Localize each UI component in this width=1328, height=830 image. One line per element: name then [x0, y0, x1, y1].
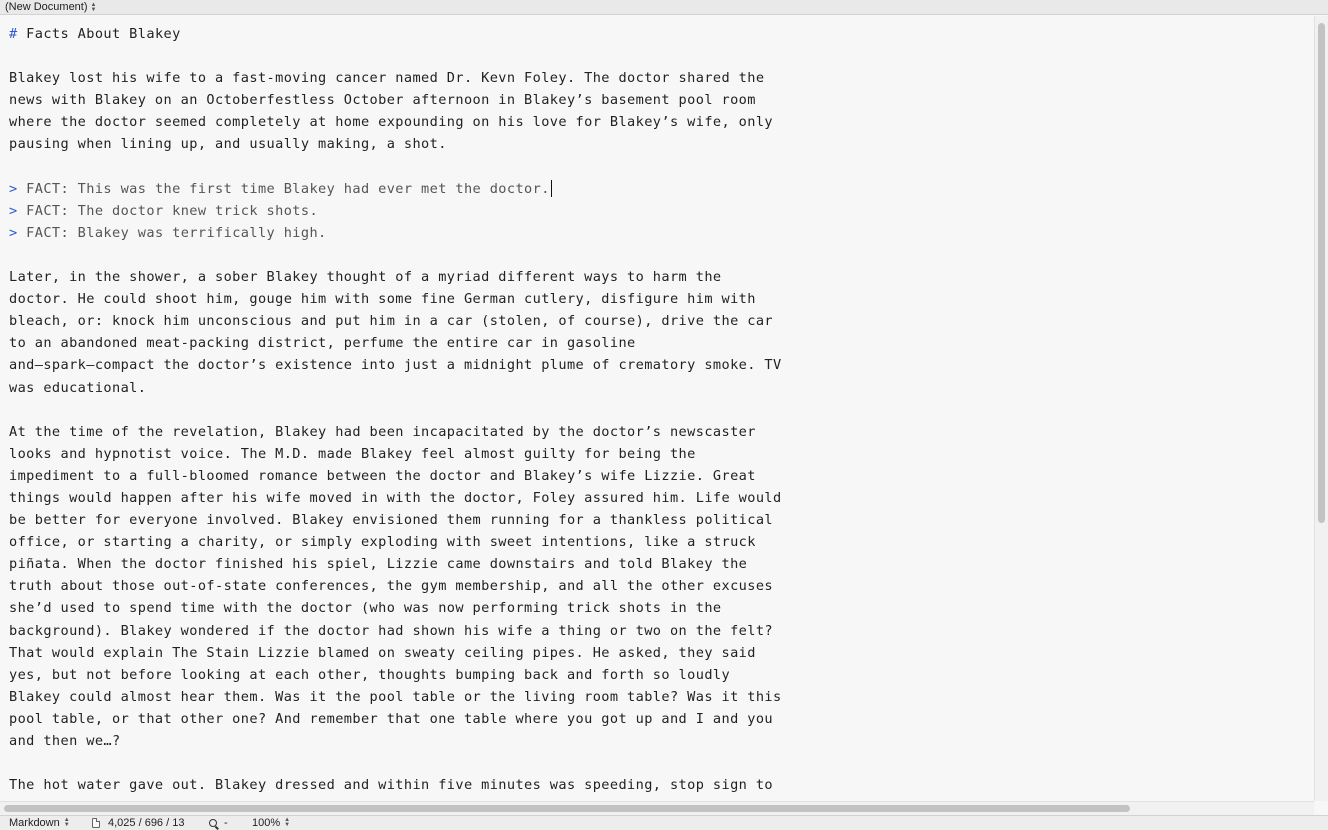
- text-line: [9, 774, 782, 796]
- syntax-mode-label: Markdown: [9, 817, 60, 829]
- blank-line: [9, 45, 782, 67]
- search-value: -: [224, 817, 228, 829]
- text-line: [9, 354, 782, 376]
- text-line: [9, 111, 782, 133]
- text-line: [9, 310, 782, 332]
- text-line: [9, 89, 782, 111]
- line-text: where the doctor seemed completely at home expounding on his love for Blakey’s wife, only: [9, 114, 773, 131]
- text-line: [9, 730, 782, 752]
- text-line: [9, 642, 782, 664]
- line-text: be better for everyone involved. Blakey envisioned them running for a thankless political: [9, 512, 773, 529]
- status-bar: [0, 815, 1328, 830]
- blockquote-marker: >: [9, 224, 18, 241]
- zoom-selector[interactable]: [252, 816, 290, 830]
- line-text: piñata. When the doctor finished his spiel, Lizzie came downstairs and told Blakey the: [9, 556, 748, 573]
- text-editor[interactable]: [0, 16, 1314, 801]
- up-down-chevron-icon: ▲ ▼: [284, 817, 291, 828]
- line-text: Blakey lost his wife to a fast-moving cancer named Dr. Kevn Foley. The doctor shared the: [9, 70, 765, 87]
- text-line: [9, 67, 782, 89]
- line-text: to an abandoned meat-packing district, perfume the entire car in gasoline: [9, 335, 636, 352]
- text-line: [9, 266, 782, 288]
- blockquote-line: [9, 222, 782, 244]
- line-text: news with Blakey on an Octoberfestless October afternoon in Blakey’s basement pool room: [9, 92, 756, 109]
- text-line: [9, 465, 782, 487]
- line-text: The hot water gave out. Blakey dressed and within five minutes was speeding, stop sign to: [9, 777, 773, 794]
- text-line: [9, 686, 782, 708]
- text-line: [9, 288, 782, 310]
- line-text: looks and hypnotist voice. The M.D. made Blakey feel almost guilty for being the: [9, 445, 696, 462]
- text-line: [9, 443, 782, 465]
- line-text: office, or starting a charity, or simply exploding with sweet intentions, like a struck: [9, 534, 756, 551]
- line-text: Blakey could almost hear them. Was it the pool table or the living room table? Was it this: [9, 688, 782, 705]
- line-text: pool table, or that other one? And remember that one table where you got up and I and you: [9, 710, 773, 727]
- line-text: and then we…?: [9, 733, 121, 749]
- text-line: [9, 377, 782, 399]
- blockquote-marker: >: [9, 202, 18, 219]
- line-text: FACT: The doctor knew trick shots.: [17, 202, 319, 219]
- up-down-chevron-icon: ▲ ▼: [63, 817, 70, 828]
- text-line: [9, 332, 782, 354]
- horizontal-scrollbar[interactable]: [0, 801, 1314, 815]
- counts-label: 4,025 / 696 / 13: [108, 817, 185, 829]
- text-line: [9, 421, 782, 443]
- line-text: Later, in the shower, a sober Blakey thought of a myriad different ways to harm the: [9, 269, 722, 286]
- line-text: doctor. He could shoot him, gouge him with some fine German cutlery, disfigure him with: [9, 291, 756, 308]
- line-text: yes, but not before looking at each other, thoughts bumping back and forth so loudly: [9, 666, 731, 683]
- text-line: [9, 133, 782, 155]
- line-text: truth about those out-of-state conferences, the gym membership, and all the other excuses: [9, 578, 773, 595]
- line-text: things would happen after his wife moved in with the doctor, Foley assured him. Life would: [9, 489, 782, 506]
- document-selector-label: (New Document): [5, 1, 88, 13]
- text-line: [9, 531, 782, 553]
- text-line: [9, 597, 782, 619]
- blank-line: [9, 156, 782, 178]
- blank-line: [9, 399, 782, 421]
- text-line: [9, 509, 782, 531]
- horizontal-scroll-thumb[interactable]: [4, 805, 1130, 812]
- line-text: That would explain The Stain Lizzie blamed on sweaty ceiling pipes. He asked, they said: [9, 644, 756, 661]
- vertical-scroll-thumb[interactable]: [1318, 23, 1325, 523]
- vertical-scrollbar[interactable]: [1314, 16, 1328, 801]
- blockquote-line: [9, 178, 782, 200]
- document-selector[interactable]: [5, 1, 96, 14]
- heading-line: [9, 23, 782, 45]
- blockquote-marker: >: [9, 180, 18, 197]
- text-line: [9, 620, 782, 642]
- text-line: [9, 487, 782, 509]
- line-text: and—spark—compact the doctor’s existence into just a midnight plume of crematory smoke. TV: [9, 357, 782, 374]
- line-text: Facts About Blakey: [17, 26, 181, 42]
- heading-marker: #: [9, 26, 18, 42]
- line-text: At the time of the revelation, Blakey had been incapacitated by the doctor’s newscaster: [9, 423, 756, 440]
- text-line: [9, 664, 782, 686]
- text-line: [9, 575, 782, 597]
- text-line: [9, 553, 782, 575]
- line-text: bleach, or: knock him unconscious and put him in a car (stolen, of course), drive the car: [9, 313, 773, 330]
- line-text: background). Blakey wondered if the doctor had shown his wife a thing or two on the felt?: [9, 622, 773, 639]
- line-text: impediment to a full-bloomed romance between the doctor and Blakey’s wife Lizzie. Great: [9, 467, 756, 484]
- line-text: she’d used to spend time with the doctor (who was now performing trick shots in the: [9, 600, 722, 617]
- line-text: pausing when lining up, and usually making, a shot.: [9, 136, 447, 153]
- document-counts[interactable]: [92, 816, 184, 830]
- line-text: was educational.: [9, 379, 147, 396]
- text-line: [9, 708, 782, 730]
- line-text: FACT: This was the first time Blakey had ever met the doctor.: [17, 180, 550, 197]
- blank-line: [9, 244, 782, 266]
- title-bar: [0, 0, 1328, 15]
- up-down-chevron-icon: ▲ ▼: [90, 1, 97, 13]
- text-cursor: [551, 180, 553, 197]
- magnifier-icon: [209, 819, 217, 827]
- search-status[interactable]: [209, 816, 228, 830]
- line-text: FACT: Blakey was terrifically high.: [17, 224, 327, 241]
- document-icon: [92, 818, 100, 828]
- blank-line: [9, 752, 782, 774]
- zoom-label: 100%: [252, 817, 281, 829]
- editor-lines: [9, 23, 782, 796]
- syntax-mode-selector[interactable]: [9, 816, 70, 830]
- blockquote-line: [9, 200, 782, 222]
